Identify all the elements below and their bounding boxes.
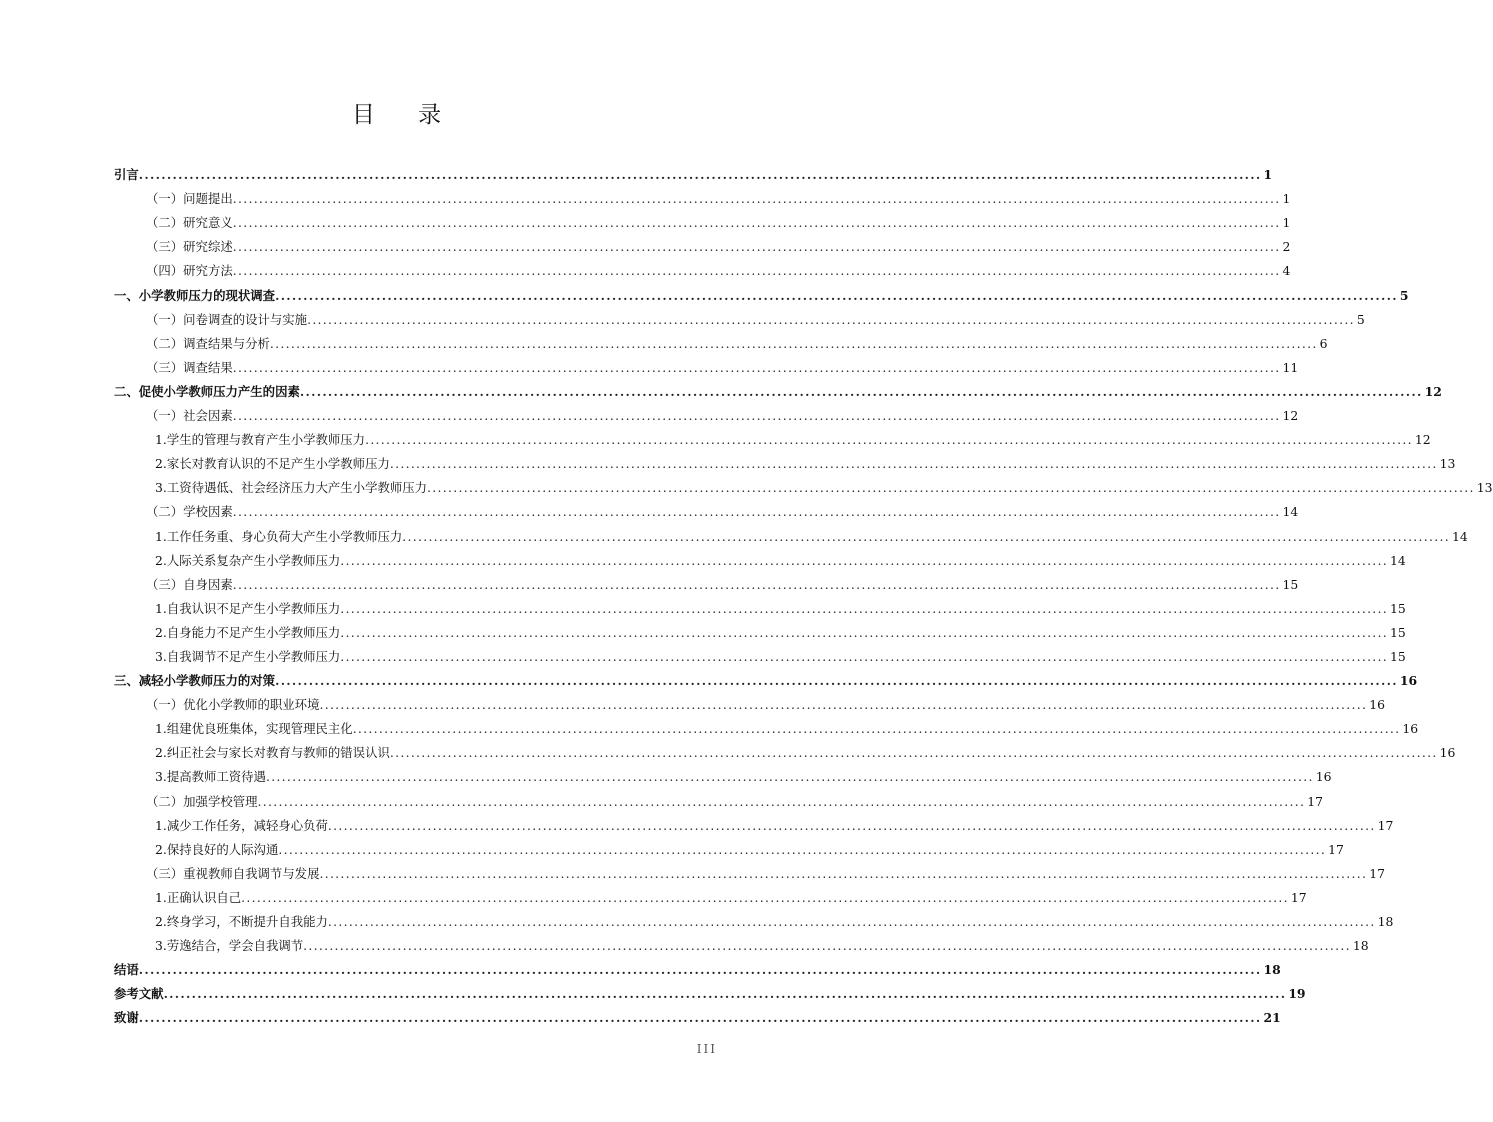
toc-dot-leader: ........................................................................................................................................................................................................: [275, 287, 1398, 303]
toc-dot-leader: ........................................................................................................................................................................................................: [275, 673, 1398, 689]
toc-entry-page: 17: [1307, 793, 1324, 809]
toc-entry-label: 2.自身能力不足产生小学教师压力: [155, 624, 341, 640]
toc-dot-leader: ........................................................................................................................................................................................................: [340, 552, 1389, 568]
toc-entry-page: 16: [1315, 769, 1332, 785]
toc-entry-label: 二、促使小学教师压力产生的因素: [114, 383, 300, 399]
toc-entry-label: 2.家长对教育认识的不足产生小学教师压力: [155, 456, 390, 472]
toc-entry-page: 17: [1377, 817, 1394, 833]
toc-dot-leader: ........................................................................................................................................................................................................: [352, 721, 1401, 737]
toc-dot-leader: ........................................................................................................................................................................................................: [232, 239, 1281, 255]
toc-entry-label: （三）重视教师自我调节与发展: [146, 865, 320, 881]
toc-dot-leader: ........................................................................................................................................................................................................: [269, 335, 1318, 351]
toc-entry-label: 3.自我调节不足产生小学教师压力: [155, 648, 341, 664]
toc-entry[interactable]: [114, 931, 1369, 955]
toc-entry-page: 15: [1390, 648, 1406, 664]
toc-dot-leader: ........................................................................................................................................................................................................: [232, 504, 1281, 520]
toc-entry[interactable]: [114, 690, 1385, 714]
toc-entry[interactable]: [114, 329, 1328, 353]
toc-entry-page: 16: [1439, 745, 1456, 761]
toc-entry-page: 16: [1369, 697, 1385, 713]
toc-entry[interactable]: [114, 305, 1365, 329]
toc-entry[interactable]: [114, 859, 1385, 883]
toc-entry-label: 2.终身学习，不断提升自我能力: [155, 914, 328, 929]
toc-entry-page: 13: [1439, 456, 1456, 472]
toc-entry[interactable]: [114, 473, 1493, 497]
toc-entry[interactable]: [114, 546, 1406, 570]
toc-entry[interactable]: [114, 786, 1324, 810]
toc-entry-label: （一）优化小学教师的职业环境: [146, 697, 320, 713]
toc-entry[interactable]: [114, 979, 1306, 1003]
toc-entry-label: 2.保持良好的人际沟通: [155, 841, 279, 857]
toc-entry-page: 13: [1476, 480, 1493, 496]
toc-entry-label: 2.纠正社会与家长对教育与教师的错误认识: [155, 745, 390, 761]
toc-entry-page: 4: [1282, 263, 1291, 279]
toc-dot-leader: ........................................................................................................................................................................................................: [232, 576, 1281, 592]
toc-entry[interactable]: [114, 425, 1431, 449]
toc-entry-label: （二）研究意义: [146, 215, 233, 231]
toc-entry-label: 1.组建优良班集体，实现管理民主化: [155, 721, 353, 737]
toc-entry-page: 21: [1263, 1010, 1281, 1026]
toc-dot-leader: ........................................................................................................................................................................................................: [257, 793, 1306, 809]
toc-entry-label: 3.劳逸结合，学会自我调节: [155, 938, 304, 954]
toc-dot-leader: ........................................................................................................................................................................................................: [340, 624, 1389, 640]
toc-entry[interactable]: [114, 353, 1299, 377]
toc-entry-page: 18: [1352, 938, 1369, 954]
toc-entry-label: （二）学校因素: [146, 504, 233, 520]
toc-entry[interactable]: [114, 618, 1406, 642]
toc-entry[interactable]: [114, 907, 1394, 931]
toc-entry-page: 5: [1399, 287, 1409, 303]
toc-dot-leader: ........................................................................................................................................................................................................: [232, 263, 1281, 279]
toc-entry-label: 2.人际关系复杂产生小学教师压力: [155, 552, 341, 568]
toc-entry-page: 12: [1414, 432, 1431, 448]
toc-entry-label: 1.工作任务重、身心负荷大产生小学教师压力: [155, 528, 403, 544]
toc-entry-label: 参考文献: [114, 986, 164, 1002]
toc-dot-leader: ........................................................................................................................................................................................................: [365, 432, 1413, 448]
toc-entry[interactable]: [114, 449, 1456, 473]
toc-entry[interactable]: [114, 714, 1419, 738]
toc-entry[interactable]: [114, 208, 1291, 232]
toc-entry[interactable]: [114, 497, 1299, 521]
toc-entry-label: 3.工资待遇低、社会经济压力大产生小学教师压力: [155, 480, 428, 496]
toc-dot-leader: ........................................................................................................................................................................................................: [427, 480, 1475, 496]
toc-entry-label: （三）研究综述: [146, 239, 233, 255]
toc-entry-page: 15: [1282, 576, 1299, 592]
toc-entry-label: （二）加强学校管理: [146, 793, 258, 809]
toc-entry-label: 引言: [114, 167, 139, 183]
toc-entry-page: 16: [1402, 721, 1419, 737]
toc-entry-page: 14: [1282, 504, 1299, 520]
toc-dot-leader: ........................................................................................................................................................................................................: [299, 383, 1423, 399]
toc-entry-label: 三、减轻小学教师压力的对策: [114, 673, 276, 689]
toc-entry[interactable]: [114, 883, 1307, 907]
toc-entry[interactable]: [114, 666, 1418, 690]
toc-dot-leader: ........................................................................................................................................................................................................: [138, 167, 1262, 183]
toc-entry-label: 1.减少工作任务，减轻身心负荷: [155, 817, 328, 833]
page-title: 目 录: [351, 102, 460, 128]
page-number: III: [696, 1042, 717, 1056]
toc-entry-page: 2: [1282, 239, 1291, 255]
toc-entry-page: 5: [1356, 311, 1365, 327]
toc-entry[interactable]: [114, 835, 1344, 859]
toc-dot-leader: ........................................................................................................................................................................................................: [319, 865, 1368, 881]
toc-entry-page: 15: [1390, 624, 1406, 640]
toc-entry[interactable]: [114, 738, 1456, 762]
toc-dot-leader: ........................................................................................................................................................................................................: [232, 215, 1281, 231]
toc-entry[interactable]: [114, 160, 1273, 184]
toc-entry[interactable]: [114, 594, 1406, 618]
toc-dot-leader: ........................................................................................................................................................................................................: [327, 914, 1376, 929]
toc-entry-label: 1.自我认识不足产生小学教师压力: [155, 600, 341, 616]
toc-entry-page: 15: [1390, 600, 1406, 616]
toc-entry-page: 14: [1451, 528, 1468, 544]
toc-entry[interactable]: [114, 570, 1299, 594]
toc-entry-page: 17: [1369, 865, 1385, 881]
toc-dot-leader: ........................................................................................................................................................................................................: [138, 962, 1262, 978]
toc-entry[interactable]: [114, 762, 1332, 786]
toc-entry[interactable]: [114, 184, 1291, 208]
toc-entry[interactable]: [114, 280, 1409, 304]
toc-entry[interactable]: [114, 401, 1299, 425]
toc-entry-page: 17: [1328, 841, 1344, 857]
toc-dot-leader: ........................................................................................................................................................................................................: [232, 408, 1281, 424]
toc-entry-label: （三）调查结果: [146, 359, 233, 375]
toc-entry-page: 19: [1288, 986, 1306, 1002]
toc-entry-page: 16: [1399, 673, 1418, 689]
toc-entry-label: 3.提高教师工资待遇: [155, 769, 266, 785]
toc-dot-leader: ........................................................................................................................................................................................................: [389, 745, 1438, 761]
toc-dot-leader: ........................................................................................................................................................................................................: [327, 817, 1376, 833]
toc-entry-label: 1.正确认识自己: [155, 889, 242, 905]
toc-entry-page: 18: [1263, 962, 1281, 978]
toc-entry-label: 1.学生的管理与教育产生小学教师压力: [155, 432, 366, 448]
toc-entry-page: 12: [1282, 408, 1299, 424]
toc-entry-label: 结语: [114, 962, 139, 978]
toc-dot-leader: ........................................................................................................................................................................................................: [340, 600, 1389, 616]
toc-entry-label: 致谢: [114, 1010, 139, 1026]
toc-dot-leader: ........................................................................................................................................................................................................: [241, 889, 1289, 905]
toc-dot-leader: ........................................................................................................................................................................................................: [138, 1010, 1262, 1026]
toc-dot-leader: ........................................................................................................................................................................................................: [319, 697, 1368, 713]
toc-entry-page: 1: [1282, 191, 1291, 207]
toc-entry[interactable]: [114, 811, 1394, 835]
toc-entry[interactable]: [114, 232, 1291, 256]
toc-entry-page: 1: [1263, 167, 1273, 183]
toc-entry-label: （一）问题提出: [146, 191, 233, 207]
toc-dot-leader: ........................................................................................................................................................................................................: [232, 191, 1281, 207]
toc-entry[interactable]: [114, 955, 1281, 979]
toc-entry-page: 11: [1282, 359, 1299, 375]
toc-dot-leader: ........................................................................................................................................................................................................: [340, 648, 1389, 664]
table-of-contents: [114, 160, 1493, 1027]
toc-entry-page: 6: [1319, 335, 1328, 351]
toc-entry-label: 一、小学教师压力的现状调查: [114, 287, 276, 303]
toc-dot-leader: ........................................................................................................................................................................................................: [163, 986, 1287, 1002]
toc-dot-leader: ........................................................................................................................................................................................................: [307, 311, 1355, 327]
toc-entry-page: 12: [1424, 383, 1442, 399]
toc-entry-page: 14: [1390, 552, 1406, 568]
toc-dot-leader: ........................................................................................................................................................................................................: [232, 359, 1281, 375]
toc-dot-leader: ........................................................................................................................................................................................................: [278, 841, 1327, 857]
toc-entry[interactable]: [114, 377, 1442, 401]
toc-entry-label: （三）自身因素: [146, 576, 233, 592]
toc-entry-page: 1: [1282, 215, 1291, 231]
toc-entry[interactable]: [114, 256, 1291, 280]
toc-entry[interactable]: [114, 1003, 1281, 1027]
toc-entry[interactable]: [114, 521, 1468, 545]
toc-entry-page: 17: [1290, 889, 1307, 905]
toc-dot-leader: ........................................................................................................................................................................................................: [303, 938, 1351, 954]
toc-dot-leader: ........................................................................................................................................................................................................: [389, 456, 1438, 472]
toc-entry-label: （一）社会因素: [146, 408, 233, 424]
toc-dot-leader: ........................................................................................................................................................................................................: [402, 528, 1450, 544]
toc-entry-label: （四）研究方法: [146, 263, 233, 279]
toc-entry-label: （一）问卷调查的设计与实施: [146, 311, 308, 327]
toc-entry-page: 18: [1377, 914, 1394, 929]
toc-dot-leader: ........................................................................................................................................................................................................: [265, 769, 1314, 785]
toc-entry[interactable]: [114, 642, 1406, 666]
toc-entry-label: （二）调查结果与分析: [146, 335, 270, 351]
